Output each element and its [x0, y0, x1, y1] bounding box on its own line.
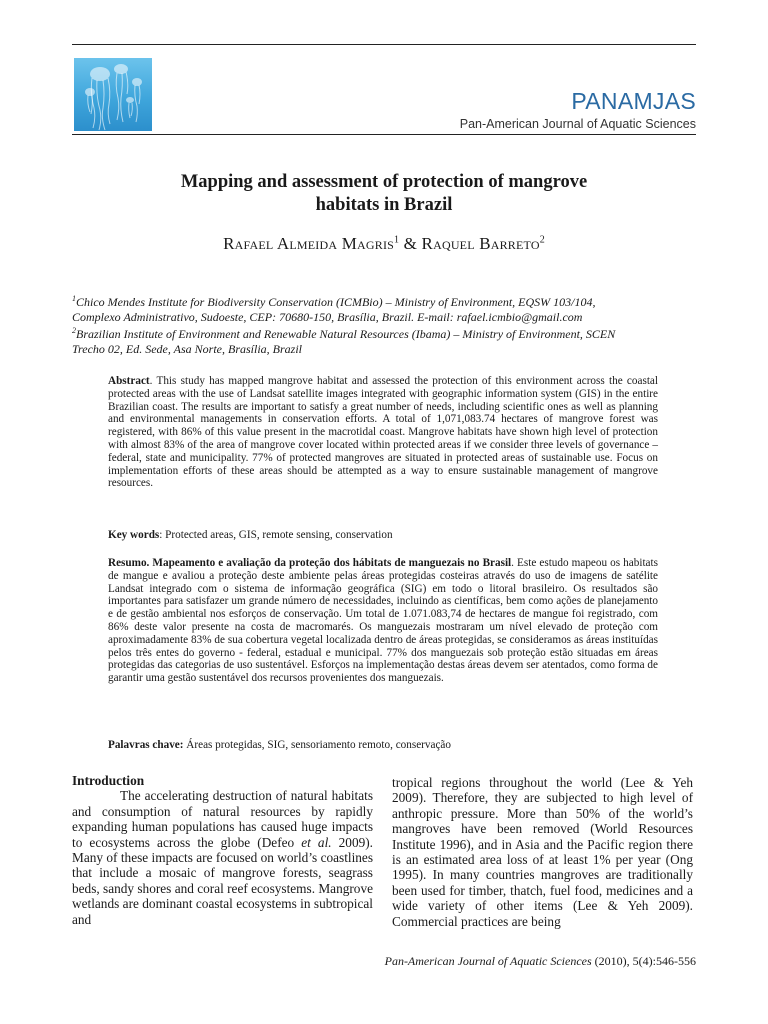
keywords-label: Key words: [108, 529, 160, 541]
intro-et-al: et al.: [301, 834, 332, 850]
journal-full-name: Pan-American Journal of Aquatic Sciences: [459, 117, 696, 131]
footer-citation: (2010), 5(4):546-556: [591, 954, 696, 968]
keywords-text: : Protected areas, GIS, remote sensing, conservation: [159, 529, 393, 541]
palavras-chave-paragraph: [108, 739, 658, 752]
intro-text-part-1: The accelerating destruction of natural habitats and consumption of natural resources by rapidly expanding human populations has caused huge impacts to ecosystems across the globe (Defeo: [72, 788, 373, 850]
resumo-text: . Este estudo mapeou os habitats de mangue e avaliou a proteção deste ambiente pelas áreas protegidas costeiras através do uso de imagens de satélite Landsat integrado com o sistema de informação geográfica (SIG) em todo o litoral brasileiro. Os resultados são importantes para satisfazer um grande número de necessidades, incluindo as científicas, bem como ações de planejamento e de gestão ambiental nos esforços de conservação. Um total de 1.071.083,74 de hectares de mangue foi registrado, com 86% deste valor presente na costa de macromarés. Os manguezais mostraram um nível elevado de proteção com aproximadamente 83% de sua cobertura vegetal localizada dentro de áreas protegidas, se consideramos as áreas instituídas pelos três entes do governo - federal, estadual e municipal. 77% dos manguezais sob proteção estão situadas em áreas protegidas das categorias de uso sustentável. Esforços na implementação destas áreas devem ser atentados, como forma de garantir uma gestão sustentável dos recursos provenientes dos manguezais.: [108, 557, 658, 685]
affiliation-1-mark: 1: [72, 294, 76, 303]
introduction-continued-paragraph: tropical regions throughout the world (Lee & Yeh 2009). Therefore, they are subjected to high level of anthropic pressure. More than 50% of the world’s mangroves have been removed (World Resources Institute 1996), and in Asia and the Pacific region there is an estimated area loss of at least 1% per year (Ong 1995). In many countries mangroves are traditionally been used for timber, thatch, fuel food, medicines and a wide variety of other items (Lee & Yeh 2009). Commercial practices are being: [392, 775, 693, 929]
affiliation-2-mark: 2: [72, 326, 76, 335]
author-separator: &: [399, 234, 422, 253]
author-1-affiliation-mark: 1: [394, 234, 400, 246]
affiliation-1-line-1: [72, 292, 696, 310]
author-1-name: Rafael Almeida Magris: [223, 234, 395, 253]
resumo-label: Resumo. Mapeamento e avaliação da proteção dos hábitats de manguezais no Brasil: [108, 557, 512, 569]
author-list: [72, 234, 696, 254]
palavras-chave-label: Palavras chave:: [108, 739, 184, 751]
affiliations: [72, 292, 696, 356]
affiliation-2-line-1: [72, 324, 696, 342]
top-rule: [72, 44, 696, 45]
keywords-paragraph: [108, 529, 658, 542]
affiliation-2-line-2: Trecho 02, Ed. Sede, Asa Norte, Brasília, Brazil: [72, 341, 302, 356]
body-column-right: [392, 775, 693, 929]
title-line-2: habitats in Brazil: [315, 195, 453, 215]
affiliation-1-text: Chico Mendes Institute for Biodiversity Conservation (ICMBio) – Ministry of Environment, EQSW 103/104,: [76, 295, 596, 309]
introduction-paragraph: [72, 788, 373, 927]
journal-short-name: PANAMJAS: [571, 88, 696, 114]
intro-text-part-2: 2009). Many of these impacts are focused on world’s coastlines that include a mosaic of mangrove forests, seagrass beds, sandy shores and coral reef ecosystems. Mangrove wetlands are dominant coastal ecosystems in subtropical and: [72, 834, 374, 927]
page-footer: [385, 954, 696, 969]
header-rule: [72, 134, 696, 135]
paper-title: [72, 171, 696, 217]
abstract-paragraph: [108, 375, 658, 490]
affiliation-2-text: Brazilian Institute of Environment and Renewable Natural Resources (Ibama) – Ministry of Environment, SCEN: [76, 327, 616, 341]
author-2-affiliation-mark: 2: [539, 234, 545, 246]
palavras-chave-text: Áreas protegidas, SIG, sensoriamento remoto, conservação: [183, 739, 451, 751]
resumo-paragraph: [108, 557, 658, 685]
introduction-heading: Introduction: [72, 773, 145, 788]
author-2-name: Raquel Barreto: [421, 234, 540, 253]
jellyfish-logo-icon: [74, 58, 152, 131]
footer-journal-name: Pan-American Journal of Aquatic Sciences: [384, 954, 592, 968]
abstract-text: . This study has mapped mangrove habitat and assessed the protection of this environment across the coastal protected areas with the use of Landsat satellite images integrated with geographic information system (GIS) in the entire Brazilian coast. The results are important to satisfy a great number of needs, including scientific ones as well as planning and environmental managements in conservation efforts. A total of 1,071,083.74 hectares of mangrove forest was registered, with 86% of this value present in the macrotidal coast. Mangrove habitats have shown high level of protection with almost 83% of the area of mangrove cover located within protected areas if we consider three levels of governance – federal, state and municipality. 77% of protected mangroves are situated in protected areas of sustainable use. Focus on implementation efforts of these areas should be attempted as a way to ensure sustainable management of mangrove resources.: [108, 375, 658, 490]
affiliation-1-line-2: Complexo Administrativo, Sudoeste, CEP: 70680-150, Brasília, Brazil. E-mail: rafael.icmbio@gmail.com: [72, 309, 583, 324]
title-line-1: Mapping and assessment of protection of mangrove: [180, 172, 588, 192]
body-column-left: [72, 773, 373, 927]
abstract-label: Abstract: [108, 375, 150, 387]
